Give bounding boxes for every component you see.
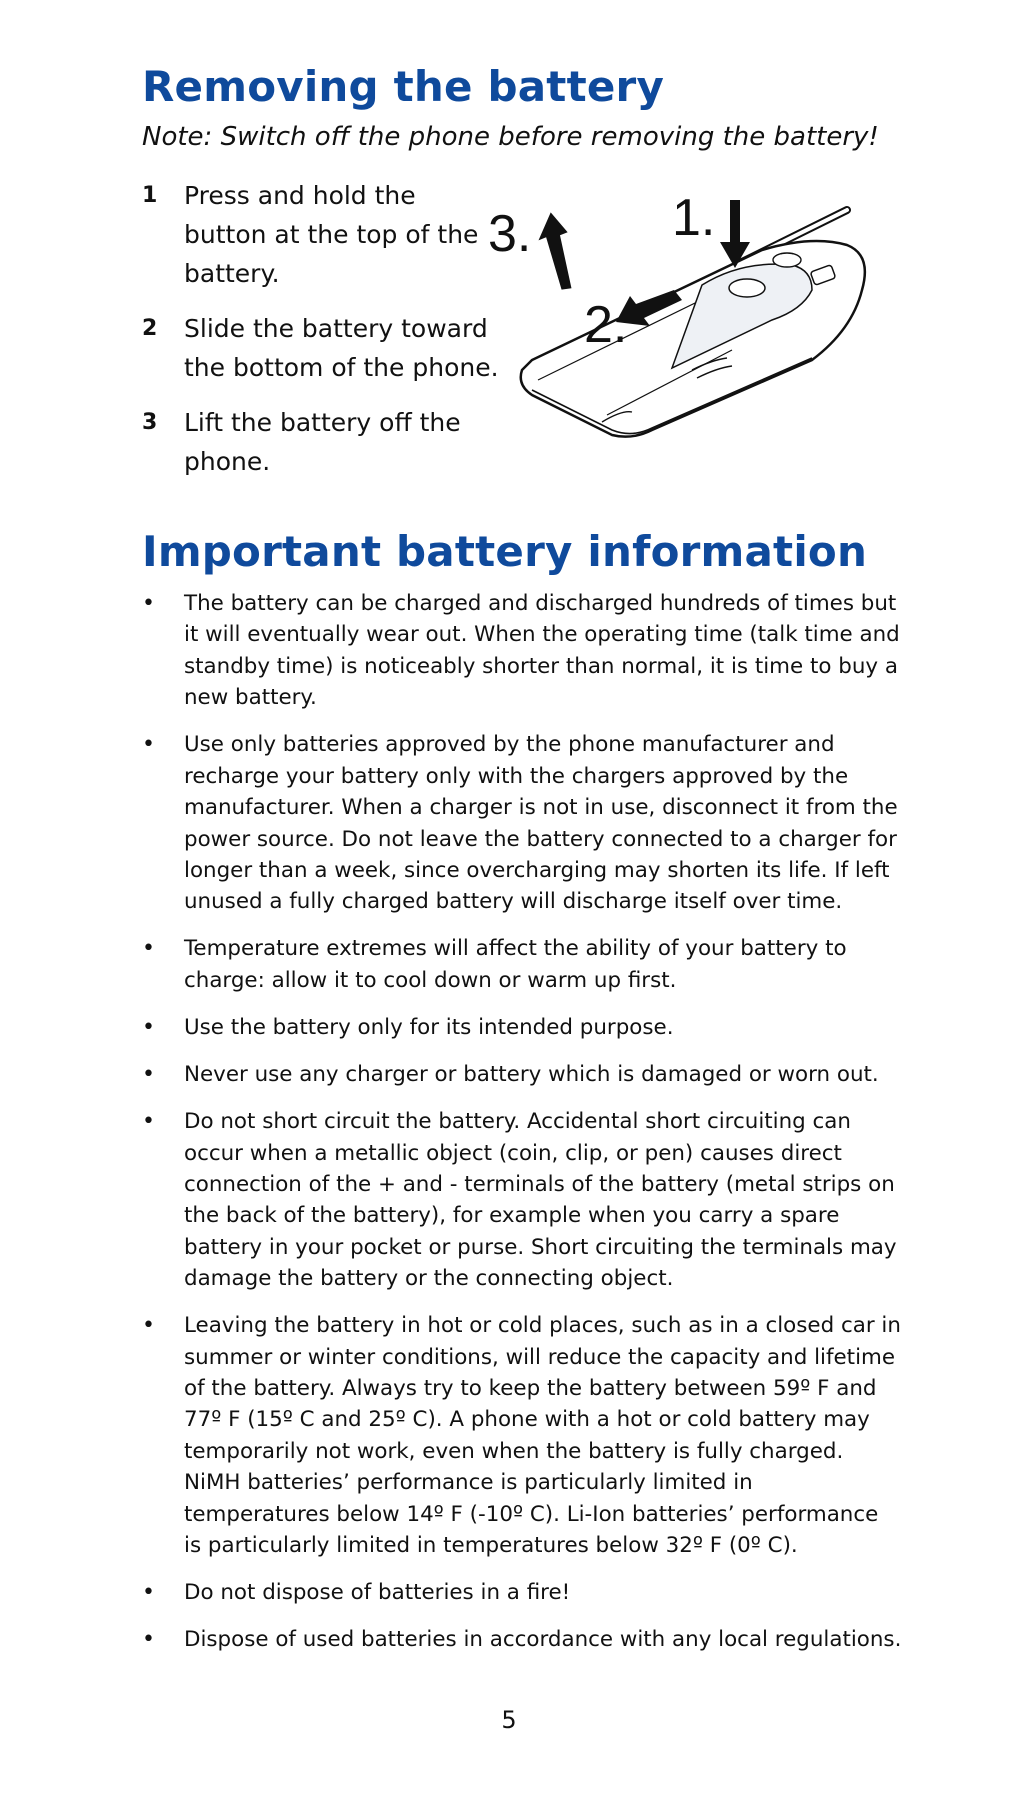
bullet-glyph: •: [142, 1062, 155, 1088]
list-item: [142, 1106, 902, 1294]
illustration-label-2: 2.: [584, 296, 628, 354]
battery-removal-illustration: [488, 189, 882, 460]
list-item: [142, 1624, 902, 1655]
list-item: [142, 1310, 902, 1561]
list-item: [142, 933, 902, 996]
illustration-label-1: 1.: [672, 189, 716, 247]
note-text: Note: Switch off the phone before removing the battery!: [142, 122, 879, 152]
bullet-glyph: •: [142, 1627, 155, 1653]
battery-info-list: [142, 588, 902, 1671]
step-text: Press and hold the button at the top of the battery.: [184, 181, 479, 288]
bullet-glyph: •: [142, 1580, 155, 1606]
list-item-text: Temperature extremes will affect the ability of your battery to charge: allow it to cool down or warm up first.: [184, 936, 847, 993]
list-item: [142, 1059, 902, 1090]
list-item: [142, 588, 902, 714]
bullet-glyph: •: [142, 1014, 155, 1040]
page-number: 5: [501, 1706, 517, 1734]
step-number: 2: [142, 316, 158, 341]
list-item-text: Do not dispose of batteries in a fire!: [184, 1580, 571, 1606]
illustration-label-3: 3.: [488, 205, 532, 263]
bullet-glyph: •: [142, 1109, 155, 1135]
list-item-text: The battery can be charged and discharged hundreds of times but it will eventually wear out. When the operating time (talk time and standby time) is noticeably shorter than normal, it is time to buy a new battery.: [184, 591, 900, 711]
list-item: [142, 1012, 902, 1043]
list-item-text: Leaving the battery in hot or cold places, such as in a closed car in summer or winter conditions, will reduce the capacity and lifetime of the battery. Always try to keep the battery between 59º F and 77º F (15º C and 25º C). A phone with a hot or cold battery may temporarily not work, even when the battery is fully charged. NiMH batteries’ performance is particularly limited in temperatures below 14º F (-10º C). Li-Ion batteries’ performance is particularly limited in temperatures below 32º F (0º C).: [184, 1313, 901, 1559]
step-item: [142, 309, 502, 387]
bullet-glyph: •: [142, 936, 155, 962]
step-text: Lift the battery off the phone.: [184, 408, 461, 476]
list-item-text: Never use any charger or battery which is damaged or worn out.: [184, 1062, 879, 1088]
bullet-glyph: •: [142, 732, 155, 758]
phone-body: [521, 241, 865, 437]
bullet-glyph: •: [142, 1313, 155, 1339]
list-item: [142, 1577, 902, 1608]
step-item: [142, 403, 502, 481]
list-item-text: Do not short circuit the battery. Accidental short circuiting can occur when a metallic object (coin, clip, or pen) causes direct connection of the + and - terminals of the battery (metal strips on the back of the battery), for example when you carry a spare battery in your pocket or purse. Short circuiting the terminals may damage the battery or the connecting object.: [184, 1109, 897, 1292]
step-item: [142, 176, 502, 293]
step-number: 3: [142, 410, 158, 435]
list-item-text: Dispose of used batteries in accordance with any local regulations.: [184, 1627, 902, 1653]
list-item-text: Use only batteries approved by the phone manufacturer and recharge your battery only with the chargers approved by the manufacturer. When a charger is not in use, disconnect it from the power source. Do not leave the battery connected to a charger for longer than a week, since overcharging may shorten its life. If left unused a fully charged battery will discharge itself over time.: [184, 732, 898, 915]
section-title-battery-information: Important battery information: [142, 527, 868, 576]
section-title-removing-battery: Removing the battery: [142, 62, 665, 111]
arrow-lift-icon: [535, 210, 576, 291]
list-item: [142, 729, 902, 917]
bullet-glyph: •: [142, 591, 155, 616]
removal-steps-list: [142, 176, 502, 497]
step-text: Slide the battery toward the bottom of the phone.: [184, 314, 499, 382]
step-number: 1: [142, 183, 158, 208]
list-item-text: Use the battery only for its intended purpose.: [184, 1014, 674, 1040]
